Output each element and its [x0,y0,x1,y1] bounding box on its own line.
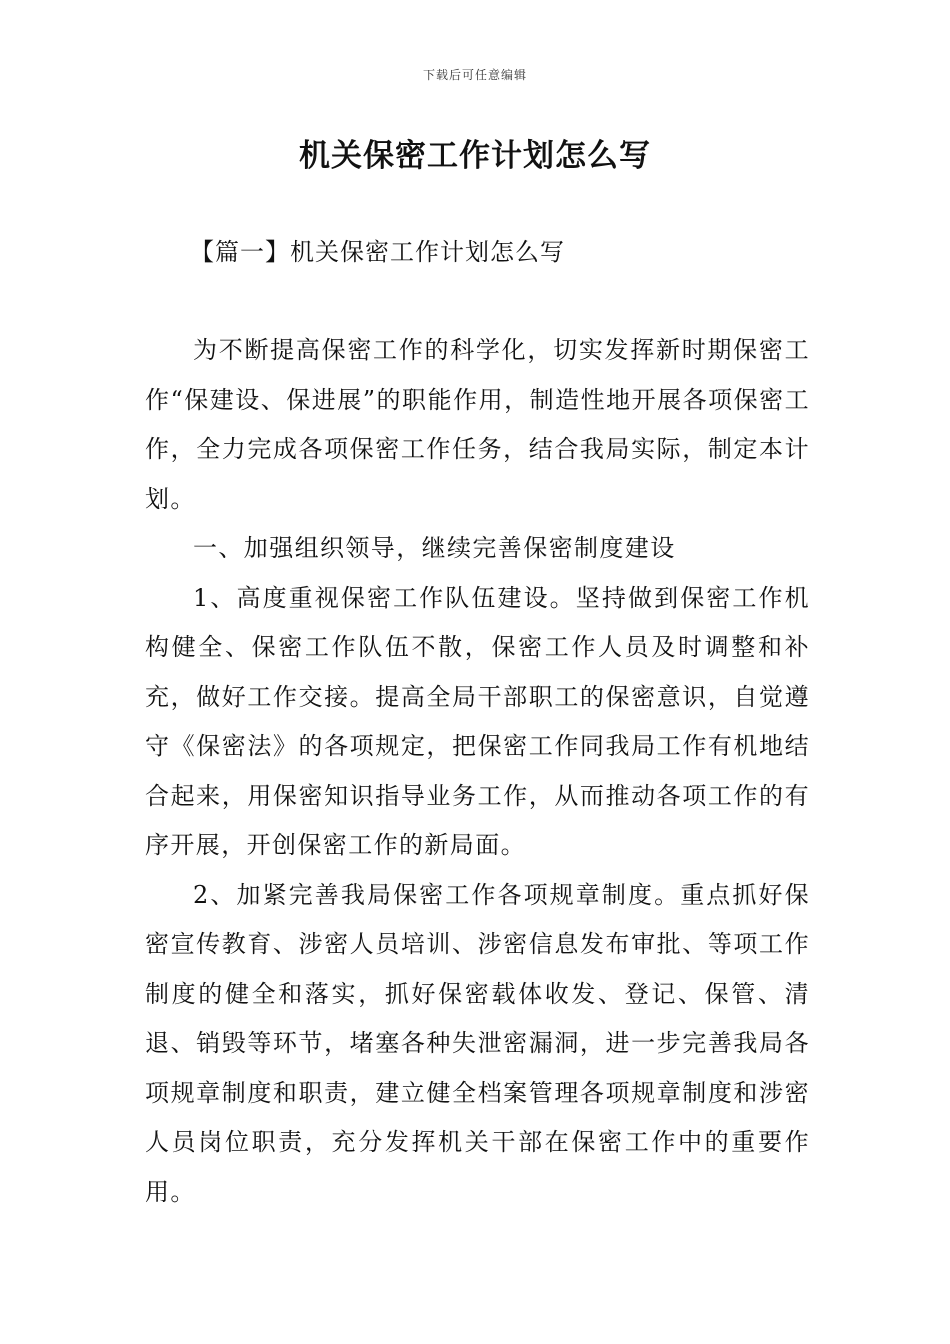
paragraph-item-2: 2、加紧完善我局保密工作各项规章制度。重点抓好保密宣传教育、涉密人员培训、涉密信息发布审批、等项工作制度的健全和落实，抓好保密载体收发、登记、保管、清退、销毁等环节，堵塞各种失泄密漏洞，进一步完善我局各项规章制度和职责，建立健全档案管理各项规章制度和涉密人员岗位职责，充分发挥机关干部在保密工作中的重要作用。 [145,880,810,1206]
paragraph-intro: 为不断提高保密工作的科学化，切实发挥新时期保密工作“保建设、保进展”的职能作用，制造性地开展各项保密工作，全力完成各项保密工作任务，结合我局实际，制定本计划。 [145,336,810,513]
body-text [145,326,810,1217]
document-title: 机关保密工作计划怎么写 [299,138,651,174]
section-heading: 【篇一】机关保密工作计划怎么写 [190,238,565,266]
header-note: 下载后可任意编辑 [422,68,527,82]
paragraph-item-1: 1、高度重视保密工作队伍建设。坚持做到保密工作机构健全、保密工作队伍不散，保密工作人员及时调整和补充，做好工作交接。提高全局干部职工的保密意识，自觉遵守《保密法》的各项规定，把保密工作同我局工作有机地结合起来，用保密知识指导业务工作，从而推动各项工作的有序开展，开创保密工作的新局面。 [145,583,810,859]
paragraph-subheading-1: 一、加强组织领导，继续完善保密制度建设 [193,534,676,562]
